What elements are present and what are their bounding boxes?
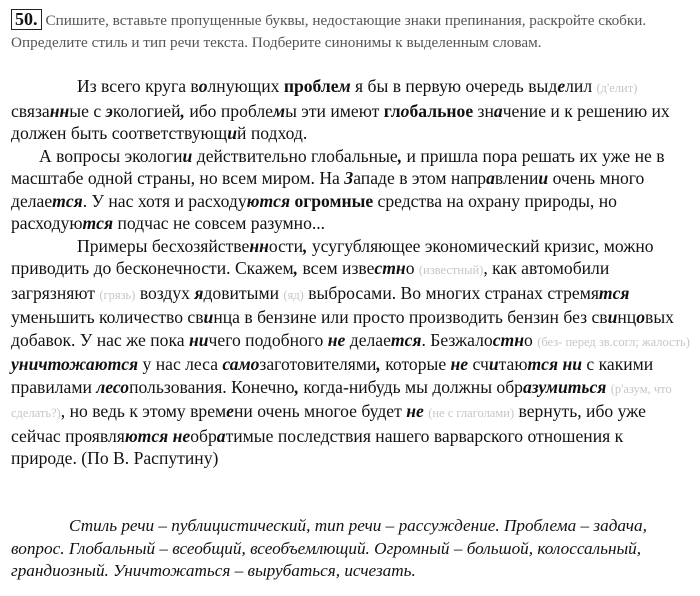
inserted-letters: ются [246, 190, 291, 211]
text-fragment: кологией [112, 100, 181, 121]
text-fragment: нц [617, 307, 637, 327]
inserted-letters: ются [124, 425, 169, 446]
text-fragment: ости [268, 235, 304, 256]
text-fragment: заготовителями [259, 354, 377, 374]
text-fragment: связа [11, 100, 50, 121]
inserted-letters: м [338, 76, 351, 96]
text-fragment: лил [565, 76, 597, 96]
text-fragment: й подход. [237, 123, 308, 143]
inserted-letters: , [294, 376, 300, 397]
text-fragment: я бы в первую очередь выд [350, 76, 558, 96]
text-fragment: нца в бензине или просто производить бензин без св [213, 307, 608, 327]
inserted-letters: тся [527, 354, 559, 374]
text-fragment: с какими правилами [11, 354, 654, 397]
text-fragment: всем изве [298, 258, 375, 278]
text-fragment: А вопросы экологи [39, 145, 183, 166]
text-fragment: у нас леса [138, 354, 223, 374]
inserted-letters: стн [374, 258, 406, 278]
text-fragment: Из всего круга в [77, 76, 199, 96]
inserted-letters: лесо [96, 376, 130, 397]
text-fragment: ы эти имеют [285, 100, 384, 121]
highlighted-word: бальное [409, 100, 474, 121]
inserted-letters: и [538, 168, 549, 188]
text-fragment: , как автомобили загрязняют [11, 258, 610, 303]
text-fragment: сч [468, 354, 489, 374]
inserted-letters: само [222, 354, 260, 374]
text-fragment: выбросами. Во многих странах стремя [303, 282, 599, 303]
inserted-letters: и [488, 354, 499, 374]
exercise-text [11, 75, 693, 470]
inserted-letters: не [406, 401, 424, 421]
text-fragment: , но ведь к этому врем [60, 401, 227, 421]
inserted-letters: о [198, 76, 208, 96]
inserted-letters: не [172, 425, 191, 446]
text-fragment: довитыми [203, 282, 284, 303]
hint-note: (р'азум, что сделать?) [11, 381, 672, 420]
text-fragment: вых добавок. У нас же пока [11, 307, 674, 350]
inserted-letters: о [400, 100, 410, 121]
highlighted-word: гл [383, 100, 401, 121]
text-fragment: ибо пробле [184, 100, 273, 121]
inserted-letters: э [105, 100, 113, 121]
text-fragment: делае [345, 329, 391, 350]
paragraph-3 [11, 235, 693, 470]
inserted-letters: ться [567, 376, 607, 397]
inserted-letters: е [557, 76, 566, 96]
inserted-letters: а [486, 168, 495, 188]
inserted-letters: тся [52, 190, 83, 211]
text-fragment: подчас не совсем разумно... [113, 213, 326, 233]
hint-note: (без- перед зв.согл; жалость) [537, 334, 690, 349]
inserted-letters: ни [188, 329, 209, 350]
inserted-letters: , [303, 235, 308, 256]
hint-note: (известный) [418, 263, 484, 277]
highlighted-word: огромные [294, 190, 374, 211]
text-fragment: очень много делае [11, 168, 645, 211]
text-fragment: действительно глобальные [192, 145, 398, 166]
inserted-letters: уничтожаются [11, 354, 139, 374]
paragraph-2 [11, 145, 693, 235]
answer-text: Стиль речи – публицистический, тип речи – рассуждение. Проблема – задача, вопрос. Глобальный – всеобщий, всеобъемлющий. Огромный – большой, колоссальный, грандиозный. Уничтожаться – вырубаться, исчезать. [11, 516, 647, 580]
text-fragment: усугубляющее экономический кризис, можно приводить до бесконечности. Скажем [11, 235, 654, 278]
text-fragment: ые с [69, 100, 106, 121]
inserted-letters: , [397, 145, 403, 166]
inserted-letters: тся [82, 213, 114, 233]
text-fragment: вернуть, ибо уже сейчас проявля [11, 401, 646, 446]
text-fragment: чение и к решению их должен быть соответствующ [11, 100, 670, 143]
inserted-letters: и [182, 145, 193, 166]
hint-note: (грязь) [99, 287, 136, 302]
inserted-letters: я [194, 282, 204, 303]
inserted-letters: м [273, 100, 286, 121]
inserted-letters: о [636, 307, 646, 327]
text-fragment: . У нас хотя и расходу [82, 190, 247, 211]
inserted-letters: а [493, 100, 503, 121]
inserted-letters: тся [390, 329, 422, 350]
text-fragment: . Безжало [421, 329, 493, 350]
exercise-number: 50. [11, 9, 42, 30]
inserted-letters: нн [49, 100, 70, 121]
inserted-letters: стн [492, 329, 524, 350]
text-fragment: тимые последствия нашего варварского отношения к природе. (По В. Распутину) [11, 425, 624, 468]
task-instructions [11, 9, 691, 54]
hint-note: (яд) [283, 287, 304, 302]
text-fragment: уменьшить количество св [11, 307, 204, 327]
inserted-letters: тся [598, 282, 630, 303]
hint-note: (не с глаголами) [428, 406, 515, 420]
paragraph-1 [11, 75, 693, 145]
inserted-letters: З [344, 168, 354, 188]
text-fragment: средства на охрану природы, но расходую [11, 190, 617, 233]
inserted-letters: азуми [522, 376, 568, 397]
inserted-letters: , [293, 258, 299, 278]
text-fragment: которые [380, 354, 451, 374]
inserted-letters: не [450, 354, 469, 374]
inserted-letters: не [327, 329, 346, 350]
text-fragment: когда-нибудь мы должны обр [299, 376, 523, 397]
hint-note: (д'елит) [596, 81, 638, 95]
text-fragment: о [524, 329, 538, 350]
inserted-letters: е [226, 401, 234, 421]
highlighted-word: пробле [283, 76, 339, 96]
text-fragment: ападе в этом напр [353, 168, 487, 188]
inserted-letters: а [216, 425, 226, 446]
inserted-letters: , [376, 354, 381, 374]
text-fragment: зн [473, 100, 494, 121]
text-fragment: чего подобного [208, 329, 328, 350]
text-fragment: воздух [135, 282, 195, 303]
inserted-letters: и [203, 307, 214, 327]
inserted-letters: ни [562, 354, 583, 374]
inserted-letters: , [180, 100, 185, 121]
text-fragment: ни очень многое будет [233, 401, 407, 421]
text-fragment: пользования. Конечно [129, 376, 295, 397]
text-fragment: Примеры бесхозяйстве [77, 235, 250, 256]
inserted-letters: и [607, 307, 618, 327]
inserted-letters: и [227, 123, 237, 143]
text-fragment: таю [498, 354, 528, 374]
instruction-text: Спишите, вставьте пропущенные буквы, недостающие знаки препинания, раскройте скобки. Определите стиль и тип речи текста. Подберите синонимы к выделенным словам. [11, 12, 647, 51]
text-fragment: влени [494, 168, 539, 188]
text-fragment: обр [190, 425, 217, 446]
inserted-letters: нн [249, 235, 269, 256]
text-fragment: лнующих [207, 76, 284, 96]
text-fragment: о [405, 258, 419, 278]
text-fragment: и пришла пора решать их уже не в масштабе одной страны, но всем миром. На [11, 145, 665, 188]
